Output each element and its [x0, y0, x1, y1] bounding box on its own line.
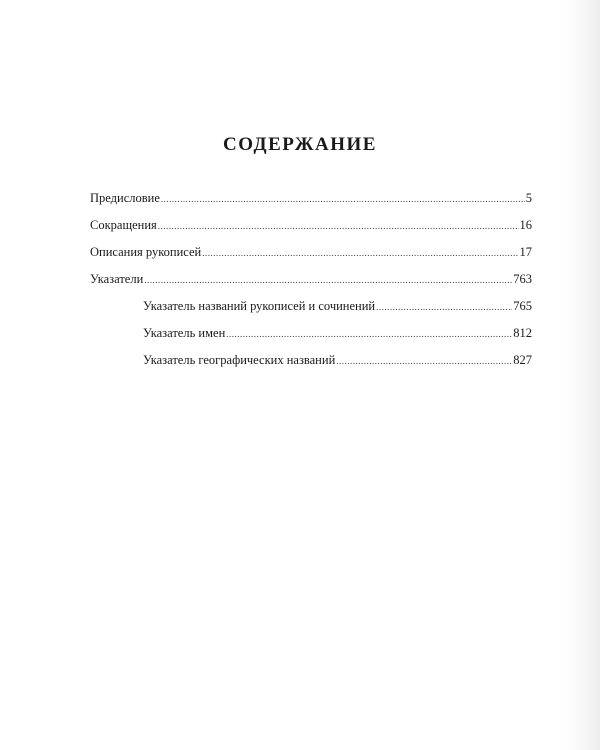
- toc-entry-indexes: [90, 272, 532, 299]
- toc-entry-label: Указатель географических названий: [143, 353, 336, 367]
- dot-leader: [226, 329, 512, 339]
- toc-entry-page: 827: [513, 353, 532, 367]
- toc-subentry-geography-index: [90, 353, 532, 380]
- toc-entry-label: Указатель имен: [143, 326, 226, 340]
- toc-entry-preface: [90, 191, 532, 218]
- toc-entry-label: Предисловие: [90, 191, 160, 205]
- toc-entry-page: 763: [513, 272, 532, 286]
- toc-entry-label: Сокращения: [90, 218, 157, 232]
- page-edge-shadow: [562, 0, 600, 750]
- toc-entry-label: Указатели: [90, 272, 144, 286]
- dot-leader: [336, 356, 512, 366]
- contents-heading: СОДЕРЖАНИЕ: [223, 134, 377, 155]
- toc-entry-descriptions: [90, 245, 532, 272]
- table-of-contents: [90, 191, 532, 380]
- toc-entry-page: 17: [519, 245, 532, 259]
- toc-entry-page: 812: [513, 326, 532, 340]
- toc-entry-page: 16: [519, 218, 532, 232]
- dot-leader: [158, 221, 519, 231]
- dot-leader: [161, 194, 525, 204]
- toc-entry-page: 5: [525, 191, 532, 205]
- toc-subentry-names-index: [90, 326, 532, 353]
- dot-leader: [376, 302, 512, 312]
- toc-entry-label: Описания рукописей: [90, 245, 202, 259]
- toc-entry-page: 765: [513, 299, 532, 313]
- toc-entry-abbreviations: [90, 218, 532, 245]
- toc-sub-entries: [90, 299, 532, 380]
- dot-leader: [144, 275, 512, 285]
- toc-entry-label: Указатель названий рукописей и сочинений: [143, 299, 376, 313]
- dot-leader: [202, 248, 518, 258]
- toc-subentry-titles-index: [90, 299, 532, 326]
